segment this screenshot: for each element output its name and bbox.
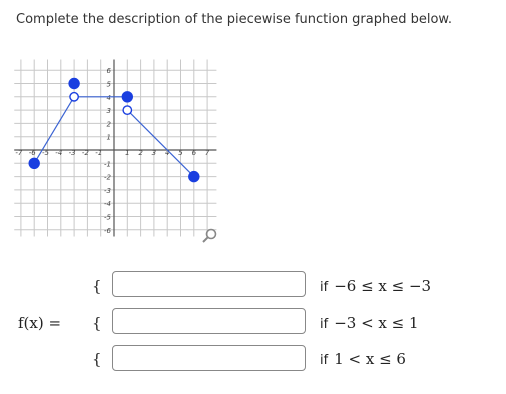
piece-2-input[interactable] [112,308,306,334]
y-tick-label: 3 [106,107,111,116]
y-tick-label: 4 [106,93,111,102]
closed-point [69,79,79,89]
grid [14,60,216,237]
y-tick-label: -4 [104,200,111,209]
brace-piece-2: { [92,314,102,332]
closed-point [189,172,199,182]
x-tick-label: -3 [68,149,76,157]
x-tick-label: 1 [125,149,130,157]
x-tick-label: -5 [42,149,49,157]
piece-3-condition [320,350,406,368]
closed-point [122,92,132,102]
y-tick-label: 6 [106,67,111,76]
piece-3-input[interactable] [112,345,306,371]
piece-2-condition [320,314,419,332]
open-point [123,106,131,114]
x-tick-label: 6 [191,149,197,157]
closed-point [29,158,39,168]
y-tick-label: -5 [104,213,111,222]
piece-1-input[interactable] [112,271,306,297]
brace-piece-3: { [92,350,102,368]
if-label: if [320,317,329,332]
question-prompt: Complete the description of the piecewise function graphed below. [16,12,453,27]
magnifier-icon[interactable] [200,228,218,244]
if-label: if [320,353,329,368]
x-tick-label: 3 [151,149,157,157]
y-tick-label: -1 [104,160,111,169]
axes [14,60,216,237]
x-tick-label: -7 [15,149,23,157]
y-tick-label: -3 [104,186,111,195]
condition-expression: −6 ≤ x ≤ −3 [334,277,432,295]
y-tick-label: 1 [106,133,111,142]
if-label: if [320,280,329,295]
x-tick-label: -1 [95,149,103,157]
graph-segment [127,110,194,177]
x-tick-label: -4 [55,149,63,157]
function-label: f(x) = [18,314,62,332]
y-tick-label: 2 [106,120,111,129]
x-tick-label: 2 [138,149,143,157]
x-tick-label: -2 [81,149,89,157]
x-tick-label: 5 [178,149,183,157]
x-tick-label: 4 [164,149,170,157]
y-tick-label: -2 [104,173,111,182]
x-tick-label: 7 [204,149,210,157]
open-point [70,93,78,101]
y-tick-label: -6 [104,226,111,235]
y-tick-label: 5 [106,80,111,89]
piece-1-condition [320,277,431,295]
condition-expression: 1 < x ≤ 6 [334,350,406,368]
x-tick-label: -6 [28,149,36,157]
brace-piece-1: { [92,277,102,295]
condition-expression: −3 < x ≤ 1 [334,314,419,332]
